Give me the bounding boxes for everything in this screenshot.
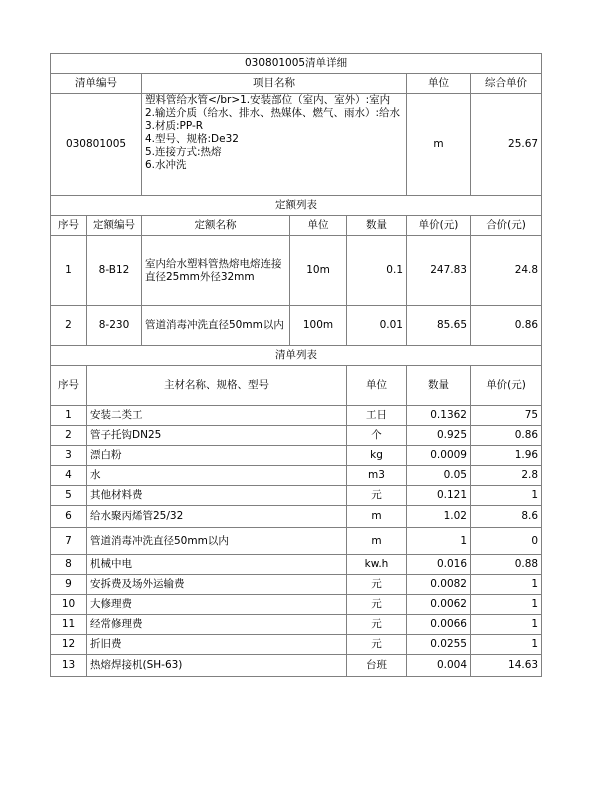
material-unit: m (347, 506, 407, 528)
material-name: 漂白粉 (87, 446, 347, 466)
material-unit: 元 (347, 615, 407, 635)
materials-header-unit: 单位 (347, 366, 407, 406)
quota-code: 8-230 (87, 306, 142, 346)
material-qty: 0.0062 (407, 595, 471, 615)
material-price: 0.86 (471, 426, 542, 446)
quota-row (51, 306, 542, 346)
quota-row (51, 236, 542, 306)
material-name: 大修理费 (87, 595, 347, 615)
material-row (51, 615, 542, 635)
material-unit: 元 (347, 595, 407, 615)
material-qty: 0.0082 (407, 575, 471, 595)
quota-header-name: 定额名称 (142, 216, 290, 236)
material-seq: 3 (51, 446, 87, 466)
material-qty: 0.004 (407, 655, 471, 677)
material-price: 1 (471, 575, 542, 595)
material-row (51, 555, 542, 575)
header-item-code: 清单编号 (51, 74, 142, 94)
item-row (51, 94, 542, 196)
materials-header-seq: 序号 (51, 366, 87, 406)
quota-total: 24.8 (471, 236, 542, 306)
material-unit: 元 (347, 635, 407, 655)
material-price: 0 (471, 528, 542, 555)
material-row (51, 446, 542, 466)
material-qty: 0.0009 (407, 446, 471, 466)
material-name: 其他材料费 (87, 486, 347, 506)
quota-header-price: 单价(元) (407, 216, 471, 236)
quota-name: 室内给水塑料管热熔电熔连接直径25mm外径32mm (142, 236, 290, 306)
material-qty: 0.0066 (407, 615, 471, 635)
material-seq: 6 (51, 506, 87, 528)
material-price: 8.6 (471, 506, 542, 528)
material-seq: 11 (51, 615, 87, 635)
quota-header-qty: 数量 (347, 216, 407, 236)
item-unit: m (407, 94, 471, 196)
material-name: 经常修理费 (87, 615, 347, 635)
material-row (51, 486, 542, 506)
material-seq: 7 (51, 528, 87, 555)
material-seq: 13 (51, 655, 87, 677)
materials-header-qty: 数量 (407, 366, 471, 406)
material-price: 1 (471, 615, 542, 635)
material-unit: kg (347, 446, 407, 466)
quota-header-total: 合价(元) (471, 216, 542, 236)
material-qty: 1 (407, 528, 471, 555)
bill-detail-table (50, 53, 542, 677)
material-row (51, 506, 542, 528)
material-name: 机械中电 (87, 555, 347, 575)
material-qty: 0.016 (407, 555, 471, 575)
material-name: 水 (87, 466, 347, 486)
material-price: 0.88 (471, 555, 542, 575)
quota-price: 85.65 (407, 306, 471, 346)
quota-code: 8-B12 (87, 236, 142, 306)
material-name: 管子托钩DN25 (87, 426, 347, 446)
header-item-name: 项目名称 (142, 74, 407, 94)
material-qty: 1.02 (407, 506, 471, 528)
quota-seq: 1 (51, 236, 87, 306)
quota-name: 管道消毒冲洗直径50mm以内 (142, 306, 290, 346)
quota-price: 247.83 (407, 236, 471, 306)
materials-section-title: 清单列表 (51, 346, 542, 366)
header-item-unit: 单位 (407, 74, 471, 94)
quota-header-unit: 单位 (290, 216, 347, 236)
material-seq: 5 (51, 486, 87, 506)
item-description: 塑料管给水管</br>1.安装部位（室内、室外）:室内 2.输送介质（给水、排水、热媒体、燃气、雨水）:给水 3.材质:PP-R 4.型号、规格:De32 5.连接方式:热熔 6.水冲洗 (142, 94, 407, 196)
materials-header-row (51, 366, 542, 406)
material-unit: 元 (347, 486, 407, 506)
material-name: 管道消毒冲洗直径50mm以内 (87, 528, 347, 555)
quota-header-seq: 序号 (51, 216, 87, 236)
material-unit: m (347, 528, 407, 555)
material-price: 75 (471, 406, 542, 426)
quota-unit: 10m (290, 236, 347, 306)
material-price: 1.96 (471, 446, 542, 466)
quota-total: 0.86 (471, 306, 542, 346)
material-row (51, 595, 542, 615)
material-row (51, 406, 542, 426)
material-name: 安装二类工 (87, 406, 347, 426)
material-seq: 12 (51, 635, 87, 655)
material-unit: 台班 (347, 655, 407, 677)
material-seq: 10 (51, 595, 87, 615)
material-row (51, 655, 542, 677)
material-seq: 9 (51, 575, 87, 595)
quota-section-title: 定额列表 (51, 196, 542, 216)
material-price: 1 (471, 595, 542, 615)
material-row (51, 466, 542, 486)
quota-seq: 2 (51, 306, 87, 346)
material-name: 给水聚丙烯管25/32 (87, 506, 347, 528)
material-qty: 0.121 (407, 486, 471, 506)
material-name: 折旧费 (87, 635, 347, 655)
sheet-title: 030801005清单详细 (51, 54, 542, 74)
material-price: 1 (471, 486, 542, 506)
material-seq: 4 (51, 466, 87, 486)
quota-qty: 0.01 (347, 306, 407, 346)
material-row (51, 575, 542, 595)
material-unit: 元 (347, 575, 407, 595)
material-qty: 0.925 (407, 426, 471, 446)
material-qty: 0.05 (407, 466, 471, 486)
item-header-row (51, 74, 542, 94)
material-unit: kw.h (347, 555, 407, 575)
material-unit: 工日 (347, 406, 407, 426)
material-row (51, 528, 542, 555)
material-row (51, 426, 542, 446)
header-item-price: 综合单价 (471, 74, 542, 94)
quota-unit: 100m (290, 306, 347, 346)
item-price: 25.67 (471, 94, 542, 196)
quota-header-code: 定额编号 (87, 216, 142, 236)
materials-header-name: 主材名称、规格、型号 (87, 366, 347, 406)
material-qty: 0.0255 (407, 635, 471, 655)
material-seq: 8 (51, 555, 87, 575)
material-price: 1 (471, 635, 542, 655)
material-row (51, 635, 542, 655)
material-seq: 1 (51, 406, 87, 426)
material-price: 14.63 (471, 655, 542, 677)
material-price: 2.8 (471, 466, 542, 486)
material-unit: 个 (347, 426, 407, 446)
materials-header-price: 单价(元) (471, 366, 542, 406)
material-qty: 0.1362 (407, 406, 471, 426)
material-seq: 2 (51, 426, 87, 446)
material-name: 安拆费及场外运输费 (87, 575, 347, 595)
item-code: 030801005 (51, 94, 142, 196)
quota-header-row (51, 216, 542, 236)
material-unit: m3 (347, 466, 407, 486)
material-name: 热熔焊接机(SH-63) (87, 655, 347, 677)
quota-qty: 0.1 (347, 236, 407, 306)
